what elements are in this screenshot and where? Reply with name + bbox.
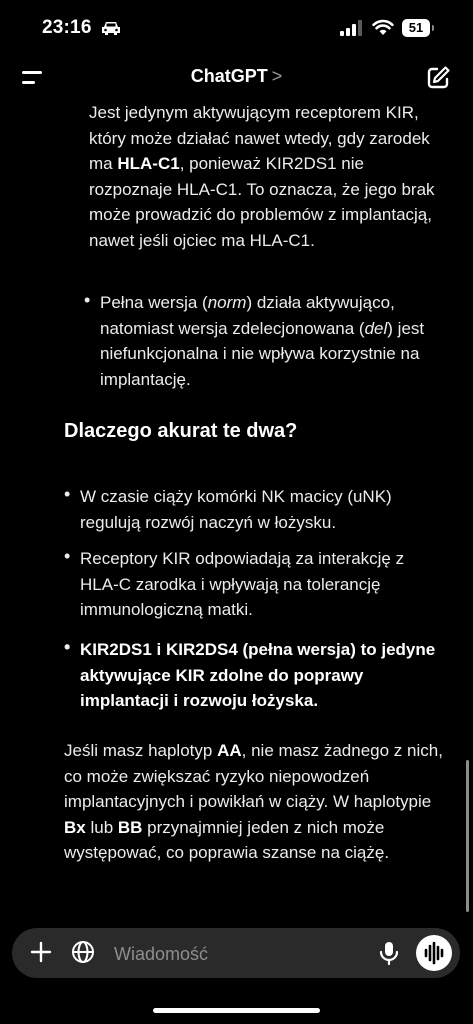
bullet-dot: •: [64, 546, 71, 566]
globe-icon[interactable]: [70, 939, 96, 965]
battery-tip: [432, 25, 434, 31]
bullet-dot: •: [64, 637, 71, 657]
message-paragraph-haplotype: Jeśli masz haplotyp AA, nie masz żadnego z nich, co może zwiększać ryzyko niepowodzeń implantacyjnych i powikłań w ciąży. W haplotypie Bx lub BB przynajmniej jeden z nich może występować, co poprawia szanse na ciążę.: [64, 741, 443, 862]
wifi-icon: [372, 18, 394, 36]
scrollbar-thumb[interactable]: [466, 760, 469, 912]
bullet-dot: •: [64, 484, 71, 504]
bold-bb: BB: [117, 817, 143, 837]
chevron-right-icon: >: [271, 66, 283, 86]
voice-waveform-icon: [416, 935, 452, 971]
nav-bar: [0, 56, 473, 100]
conversation-scroll-area[interactable]: [0, 100, 473, 920]
status-bar: [0, 0, 473, 56]
italic-del: del: [364, 318, 388, 338]
bold-hla-c1: HLA-C1: [117, 154, 180, 173]
bullet-kir-receptors: Receptory KIR odpowiadają za interakcję z HLA-C zarodka i wpływają na tolerancję immunologiczną matki.: [80, 549, 405, 619]
model-selector[interactable]: [0, 66, 473, 87]
bullet-full-version: Pełna wersja (norm) działa aktywująco, natomiast wersja zdelecjonowana (del) jest niefunkcjonalna i nie wpływa korzystnie na implantację.: [100, 293, 425, 389]
section-heading: Dlaczego akurat te dwa?: [64, 420, 298, 442]
message-input[interactable]: [112, 940, 376, 968]
italic-norm: norm: [207, 293, 247, 312]
microphone-icon[interactable]: [376, 939, 402, 967]
home-indicator: [153, 1008, 320, 1013]
plus-icon[interactable]: [28, 939, 54, 965]
cellular-signal-icon: [340, 20, 362, 36]
nav-title: ChatGPT: [190, 66, 268, 86]
message-composer: [12, 928, 460, 978]
message-paragraph-kir2ds1: Jest jedynym aktywującym receptorem KIR, który może działać nawet wtedy, gdy zarodek ma HLA-C1, ponieważ KIR2DS1 nie rozpoznaje HLA-C1. To oznacza, że jego brak może prowadzić do problemów z implantacją, nawet jeśli ojciec ma HLA-C1.: [89, 103, 435, 250]
bold-bx: Bx: [64, 817, 86, 837]
bold-aa: AA: [217, 741, 242, 760]
bullet-unk: W czasie ciąży komórki NK macicy (uNK) regulują rozwój naczyń w łożysku.: [80, 487, 392, 532]
battery-indicator: [402, 19, 434, 37]
bullet-dot: •: [84, 290, 91, 310]
status-time: 23:16: [42, 17, 92, 38]
new-chat-icon[interactable]: [424, 64, 452, 92]
bullet-kir2ds1-kir2ds4: KIR2DS1 i KIR2DS4 (pełna wersja) to jedyne aktywujące KIR zdolne do poprawy implantacji i rozwoju łożyska.: [80, 640, 436, 710]
car-icon: [100, 20, 122, 36]
battery-level: 51: [402, 19, 430, 37]
voice-mode-button[interactable]: [416, 935, 452, 971]
